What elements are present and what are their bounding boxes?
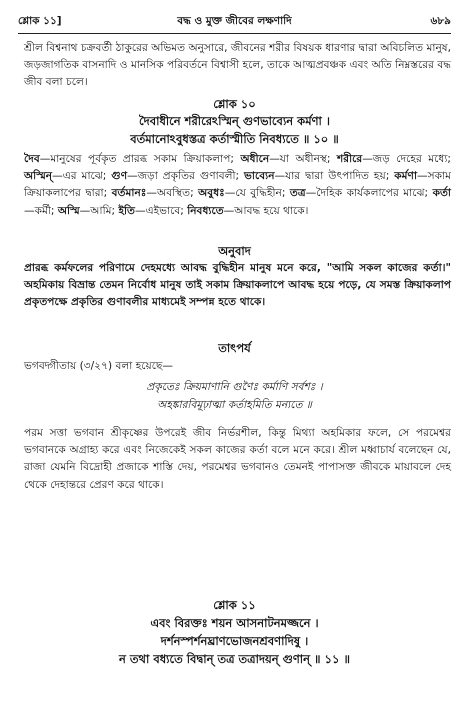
synonym-word: ইতি: [118, 204, 135, 217]
synonym-word: দৈব: [24, 153, 40, 165]
synonym-meaning: —যে বুদ্ধিহীন;: [224, 187, 290, 200]
page-number: ৬৮৯: [430, 15, 451, 27]
synonym-meaning: —যা অধীনস্থ;: [269, 153, 337, 165]
intro-paragraph: শ্রীল বিশ্বনাথ চক্রবর্তী ঠাকুরের অভিমত অনুসারে, জীবনের শরীর বিষয়ক ধারণার দ্বারা অবিচলিত মানুষ, জড়জাগতিক বাসনাদি ও মানসিক পরিবর্তনে বিশ্বাসী হলে, তাকে আত্মপ্রবঞ্চক এবং অতি নিম্নস্তরের বদ্ধ জীব বলা চলে।: [24, 42, 451, 89]
synonym-word: অধীনে: [240, 153, 270, 165]
synonym-word: বর্তমানঃ: [111, 187, 147, 200]
header-rule: [18, 33, 451, 34]
verse-11-line-3: ন তথা বধ্যতে বিদ্বান্ তত্র তত্রাদয়ন্ গুণান্ ॥ ১১ ॥: [119, 652, 350, 666]
synonym-word: তত্র: [289, 187, 306, 200]
synonym-meaning: —আবদ্ধ হয়ে থাকে।: [223, 204, 309, 217]
synonym-meaning: —যার দ্বারা উৎপাদিত হয়;: [274, 170, 395, 183]
verse-11-line-1: এবং বিরক্তঃ শয়ন আসনাটনমজ্জনে ।: [150, 616, 319, 630]
synonym-meaning: —দৈহিক কার্যকলাপের মাঝে;: [305, 187, 433, 200]
synonym-meaning: —সকাম ক্রিয়াকলাপের দ্বারা;: [24, 170, 451, 200]
purport-intro: ভগবদ্গীতায় (৩/২৭) বলা হয়েছে—: [24, 360, 174, 372]
purport-heading: তাৎপর্য: [218, 341, 251, 355]
translation-paragraph: প্রারব্ধ কর্মফলের পরিণামে দেহমধ্যে আবদ্ধ বুদ্ধিহীন মানুষ মনে করে, "আমি সকল কাজের কর্তা।" অহমিকায় বিভ্রান্ত তেমন নির্বোধ মানুষ তাই সকাম ক্রিয়াকলাপে আবদ্ধ হয়ে পড়ে, যে সমস্ত ক্রিয়াকলাপ প্রকৃতপক্ষে প্রকৃতির গুণাবলীর মাধ্যমেই সম্পন্ন হতে থাকে।: [24, 262, 451, 309]
synonym-word: নিবধ্যতে: [187, 204, 224, 217]
verse-10-line-2: বর্তমানোঽবুধস্তত্র কর্তাস্মীতি নিবধ্যতে ॥ ১০ ॥: [130, 132, 339, 146]
synonym-meaning: —অবস্থিত;: [146, 187, 199, 200]
synonyms-paragraph: [24, 151, 451, 220]
synonym-word: গুণ: [111, 170, 128, 183]
synonym-word: অবুধঃ: [198, 187, 225, 200]
quote-line-1: প্রকৃতেঃ ক্রিয়মাণানি গুণৈঃ কর্মাণি সর্বশঃ ।: [146, 381, 323, 393]
translation-heading: অনুবাদ: [218, 244, 251, 258]
quote-line-2: অহঙ্কারবিমূঢ়াত্মা কর্তাহমিতি মন্যতে ॥: [157, 399, 312, 411]
synonym-meaning: —কর্মী;: [24, 204, 58, 217]
verse-11-line-2: দর্শনস্পর্শনঘ্রাণভোজনশ্রবণাদিষু ।: [160, 634, 309, 648]
synonym-word: কর্তা: [432, 187, 451, 200]
synonym-meaning: —জড়া প্রকৃতির গুণাবলী;: [127, 170, 245, 183]
synonym-meaning: —এইভাবে;: [134, 204, 188, 217]
purport-paragraph: পরম সত্তা ভগবান শ্রীকৃষ্ণের উপরেই জীব নির্ভরশীল, কিন্তু মিথ্যা অহমিকার ফলে, সে পরমেশ্বর ভগবানকে অগ্রাহ্য করে এবং নিজেকেই সকল কাজের কর্তা বলে মনে করে। শ্রীল মধ্বাচার্য বলেছেন যে, রাজা যেমনি বিদ্রোহী প্রজাকে শাস্তি দেয়, পরমেশ্বর ভগবানও তেমনই পাপাসক্ত জীবকে মায়াবলে দেহ থেকে দেহান্তরে প্রেরণ করে থাকে।: [24, 427, 451, 491]
synonym-word: ভাব্যেন: [244, 170, 275, 183]
synonym-meaning: —জড় দেহের মধ্যে;: [362, 153, 451, 165]
header-chapter-title: বদ্ধ ও মুক্ত জীবের লক্ষণাদি: [177, 15, 292, 27]
synonym-meaning: —এর মাঝে;: [52, 170, 112, 183]
synonym-word: অস্মি: [57, 204, 80, 217]
verse-10-heading: শ্লোক ১০: [213, 97, 256, 111]
header-verse-ref: শ্লোক ১১]: [18, 15, 62, 27]
synonym-meaning: —আমি;: [79, 204, 119, 217]
verse-10-line-1: দৈবাধীনে শরীরেঽস্মিন্ গুণভাব্যেন কর্মণা ।: [139, 114, 330, 128]
synonym-word: শরীরে: [336, 153, 363, 165]
verse-11-heading: শ্লোক ১১: [213, 598, 256, 612]
synonym-meaning: —মানুষের পূর্বকৃত প্রারব্ধ সকাম ক্রিয়াকলাপ;: [39, 153, 241, 165]
synonym-word: অস্মিন্: [24, 170, 53, 183]
synonym-word: কর্মণা: [394, 170, 418, 183]
running-header: [18, 14, 451, 32]
